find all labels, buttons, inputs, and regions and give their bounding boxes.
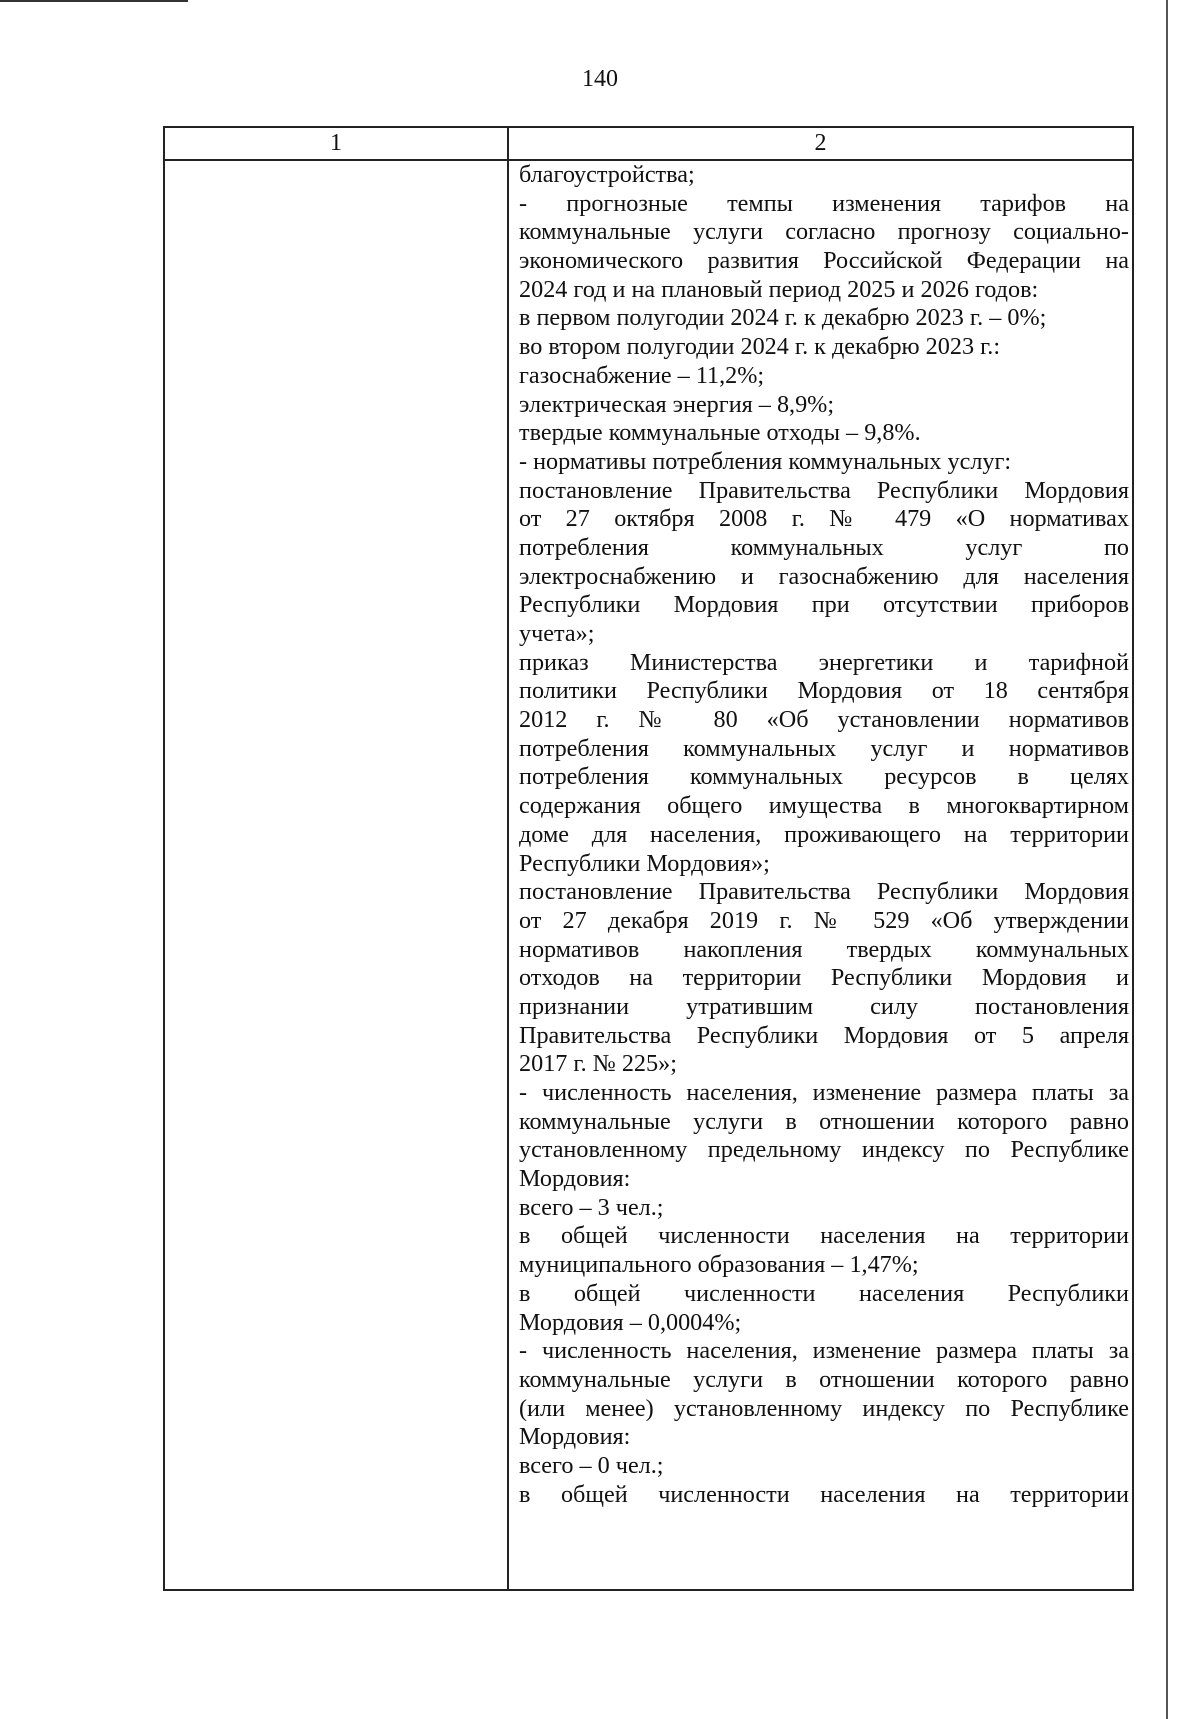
text-line: политики Республики Мордовия от 18 сентября bbox=[519, 677, 1129, 705]
column-2-text bbox=[519, 161, 1129, 1509]
text-line: - численность населения, изменение размера платы за bbox=[519, 1079, 1129, 1106]
text-line: приказ Министерства энергетики и тарифной bbox=[519, 648, 1129, 676]
text-line: - прогнозные темпы изменения тарифов на bbox=[519, 189, 1129, 217]
text-line: 2017 г. № 225»; bbox=[519, 1050, 677, 1078]
page-number: 140 bbox=[582, 66, 618, 92]
text-line: 2024 год и на плановый период 2025 и 2026 годов: bbox=[519, 275, 1039, 303]
column-divider bbox=[507, 128, 509, 1589]
column-header-1: 1 bbox=[330, 130, 342, 156]
text-line: нормативов накопления твердых коммунальных bbox=[519, 935, 1129, 963]
text-line: электрическая энергия – 8,9%; bbox=[519, 390, 835, 418]
text-line: Мордовия: bbox=[519, 1165, 631, 1193]
text-line: содержания общего имущества в многоквартирном bbox=[519, 792, 1129, 820]
text-line: коммунальные услуги согласно прогнозу социально- bbox=[519, 218, 1129, 246]
text-line: в общей численности населения Республики bbox=[519, 1279, 1129, 1307]
text-line: в общей численности населения на территории bbox=[519, 1480, 1129, 1508]
text-line: установленному предельному индексу по Республике bbox=[519, 1136, 1129, 1164]
scan-edge-line bbox=[0, 0, 188, 2]
document-table bbox=[163, 126, 1134, 1591]
text-line: потребления коммунальных ресурсов в целях bbox=[519, 763, 1129, 791]
text-line: Правительства Республики Мордовия от 5 апреля bbox=[519, 1021, 1129, 1049]
text-line: признании утратившим силу постановления bbox=[519, 992, 1129, 1020]
text-line: - нормативы потребления коммунальных услуг: bbox=[519, 447, 1012, 475]
text-line: Мордовия – 0,0004%; bbox=[519, 1308, 742, 1336]
text-line: экономического развития Российской Федерации на bbox=[519, 247, 1129, 275]
text-line: (или менее) установленному индексу по Республике bbox=[519, 1394, 1129, 1422]
text-line: в общей численности населения на территории bbox=[519, 1222, 1129, 1250]
table-header-row bbox=[165, 128, 1132, 161]
text-line: постановление Правительства Республики Мордовия bbox=[519, 476, 1129, 504]
text-line: - численность населения, изменение размера платы за bbox=[519, 1337, 1129, 1365]
text-line: всего – 3 чел.; bbox=[519, 1193, 664, 1221]
text-line: от 27 октября 2008 г. № 479 «О нормативах bbox=[519, 505, 1129, 533]
text-line: от 27 декабря 2019 г. № 529 «Об утверждении bbox=[519, 906, 1129, 934]
text-line: муниципального образования – 1,47%; bbox=[519, 1251, 919, 1279]
text-line: Мордовия: bbox=[519, 1423, 631, 1451]
text-line: потребления коммунальных услуг по bbox=[519, 533, 1129, 561]
text-line: всего – 0 чел.; bbox=[519, 1451, 664, 1479]
text-line: в первом полугодии 2024 г. к декабрю 2023 г. – 0%; bbox=[519, 304, 1047, 332]
text-line: коммунальные услуги в отношении которого равно bbox=[519, 1107, 1129, 1135]
text-line: благоустройства; bbox=[519, 161, 695, 188]
text-line: 2012 г. № 80 «Об установлении нормативов bbox=[519, 706, 1129, 734]
text-line: доме для населения, проживающего на территории bbox=[519, 820, 1129, 848]
text-line: электроснабжению и газоснабжению для населения bbox=[519, 562, 1129, 590]
text-line: постановление Правительства Республики Мордовия bbox=[519, 878, 1129, 906]
text-line: учета»; bbox=[519, 620, 595, 647]
scan-edge-right bbox=[1166, 0, 1168, 1719]
text-line: отходов на территории Республики Мордовия и bbox=[519, 964, 1129, 992]
text-line: газоснабжение – 11,2%; bbox=[519, 361, 765, 389]
text-line: твердые коммунальные отходы – 9,8%. bbox=[519, 419, 921, 447]
text-line: коммунальные услуги в отношении которого равно bbox=[519, 1365, 1129, 1393]
text-line: Республики Мордовия»; bbox=[519, 849, 770, 877]
text-line: потребления коммунальных услуг и нормативов bbox=[519, 734, 1129, 762]
text-line: Республики Мордовия при отсутствии приборов bbox=[519, 591, 1129, 619]
column-header-2: 2 bbox=[814, 130, 827, 156]
text-line: во втором полугодии 2024 г. к декабрю 2023 г.: bbox=[519, 333, 1001, 361]
